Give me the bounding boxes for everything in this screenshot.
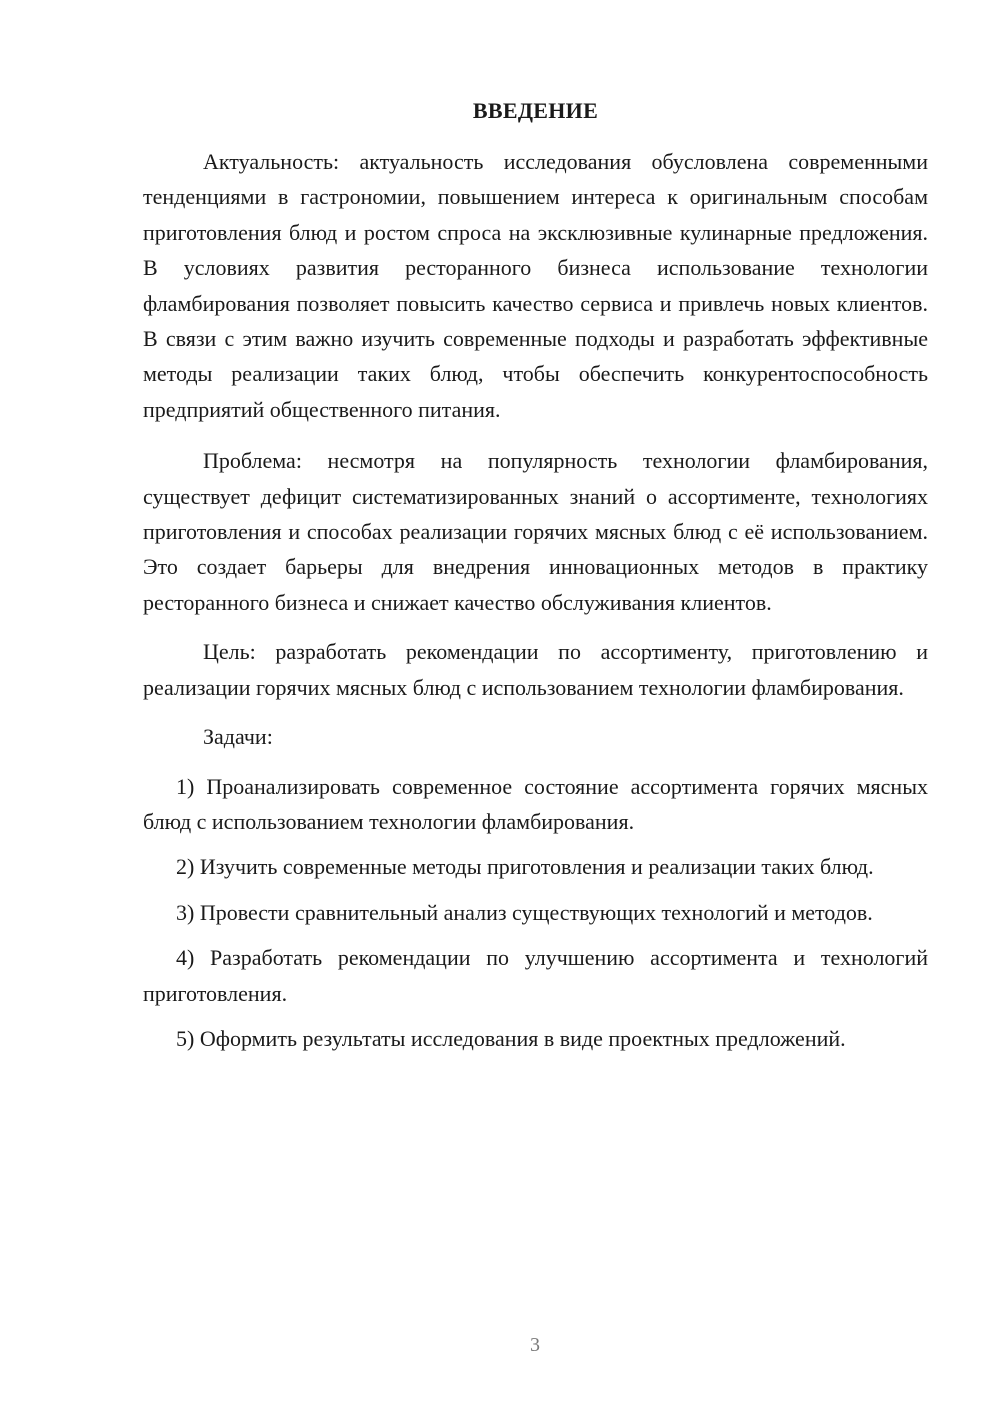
page-number: 3: [530, 1334, 540, 1356]
task-item: 3) Провести сравнительный анализ существующих технологий и методов.: [176, 899, 873, 925]
task-item: 5) Оформить результаты исследования в виде проектных предложений.: [176, 1025, 846, 1051]
task-item: 1) Проанализировать современное состояние ассортимента горячих мясных блюд с использованием технологии фламбирования.: [143, 773, 928, 834]
goal-paragraph: Цель: разработать рекомендации по ассортименту, приготовлению и реализации горячих мясных блюд с использованием технологии фламбирования.: [143, 639, 928, 700]
task-item: 2) Изучить современные методы приготовления и реализации таких блюд.: [176, 854, 874, 880]
page-content: [143, 96, 928, 1056]
task-item: 4) Разработать рекомендации по улучшению ассортимента и технологий приготовления.: [143, 945, 928, 1006]
problem-paragraph: Проблема: несмотря на популярность технологии фламбирования, существует дефицит систематизированных знаний о ассортименте, технологиях приготовления и способах реализации горячих мясных блюд с её использованием. Это создает барьеры для внедрения инновационных методов в практику ресторанного бизнеса и снижает качество обслуживания клиентов.: [143, 448, 928, 615]
relevance-paragraph: Актуальность: актуальность исследования обусловлена современными тенденциями в гастрономии, повышением интереса к оригинальным способам приготовления блюд и ростом спроса на эксклюзивные кулинарные предложения. В условиях развития ресторанного бизнеса использование технологии фламбирования позволяет повысить качество сервиса и привлечь новых клиентов. В связи с этим важно изучить современные подходы и разработать эффективные методы реализации таких блюд, чтобы обеспечить конкурентоспособность предприятий общественного питания.: [143, 149, 928, 422]
section-heading: ВВЕДЕНИЕ: [472, 98, 599, 123]
tasks-label: Задачи:: [203, 724, 273, 750]
tasks-list: [143, 769, 928, 1057]
